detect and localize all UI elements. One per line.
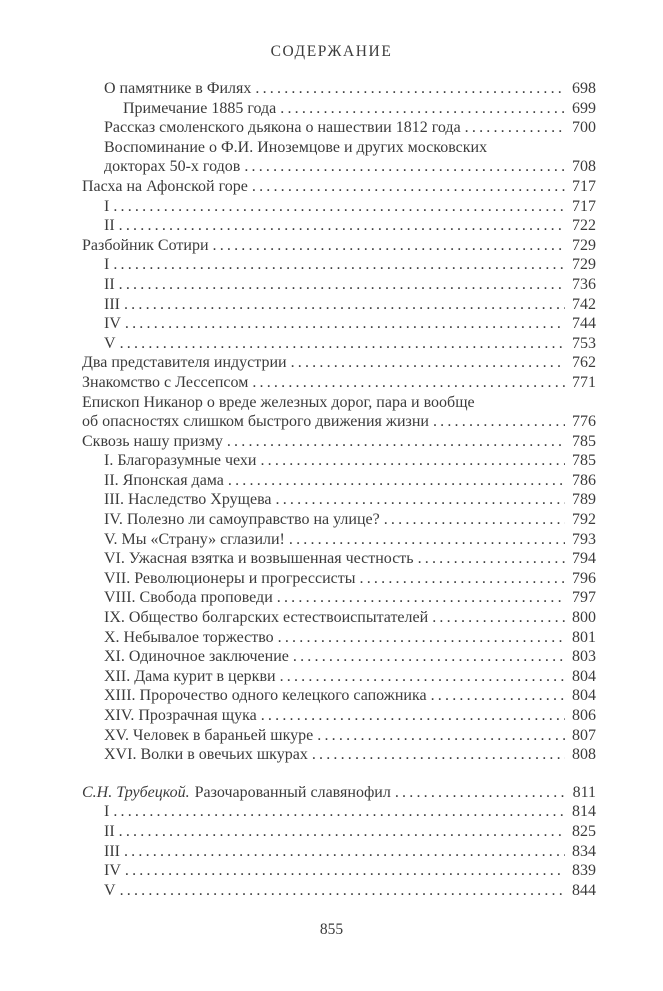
toc-entry-title: V. Мы «Страну» сглазили! [104,530,285,548]
toc-row [82,471,596,491]
toc-entry-page: 785 [572,452,596,470]
toc-entry-title: Примечание 1885 года [123,99,277,117]
toc-entry-title: Два представителя индустрии [82,354,287,372]
toc-entry-page: 762 [572,354,596,372]
toc-row [82,706,596,726]
dot-leader [119,275,565,295]
toc-row [82,255,596,275]
toc-entry-title: II. Японская дама [104,471,224,489]
toc-entry-page: 786 [572,471,596,489]
toc-entry-page: 807 [572,726,596,744]
toc-row [82,99,596,119]
dot-leader [124,295,565,315]
toc-row [82,608,596,628]
toc-entry-page: 839 [572,862,596,880]
toc-entry-title: Знакомство с Лессепсом [82,373,249,391]
toc-entry-title: докторах 50-х годов [104,158,241,176]
toc-row [82,118,596,138]
toc-entry-page: 744 [572,315,596,333]
toc-entry-title: III. Наследство Хрущева [104,491,272,509]
toc-entry-title: IX. Общество болгарских естествоиспытателей [104,609,429,627]
dot-leader [124,842,565,862]
dot-leader [119,822,565,842]
toc-row [82,236,596,256]
toc-entry-title: О памятнике в Филях [104,80,252,97]
toc-entry-title: VII. Революционеры и прогрессисты [104,569,356,587]
toc-entry-title: X. Небывалое торжество [104,628,274,646]
toc-row [82,275,596,295]
toc-row [82,726,596,746]
dot-leader [433,412,565,432]
dot-leader [119,216,565,236]
toc-entry-title: V [104,881,116,899]
dot-leader [432,608,565,628]
toc-title: СОДЕРЖАНИЕ [270,43,393,60]
toc-row [82,373,596,393]
toc-row [82,822,596,842]
dot-leader [113,197,565,217]
dot-leader [261,706,565,726]
toc-entry-title: Воспоминание о Ф.И. Иноземцове и других московских [104,138,488,156]
toc-entry-page: 700 [572,119,596,137]
dot-leader [113,802,565,822]
toc-row [82,647,596,667]
toc-entry-title: Разочарованный славянофил [194,783,391,801]
toc-row [82,393,596,413]
dot-leader [120,334,565,354]
page-number-footer: 855 [319,921,344,938]
dot-leader [293,647,565,667]
dot-leader [280,667,565,687]
dot-leader [317,726,565,746]
toc-entry-page: 776 [572,413,596,431]
toc-entry-page: 797 [572,589,596,607]
dot-leader [465,118,565,138]
toc-entry-title: Сквозь нашу призму [82,432,223,450]
dot-leader [252,373,565,393]
toc-entry-title: II [104,822,115,840]
toc-entry-page: 722 [572,217,596,235]
toc-entry-page: 753 [572,334,596,352]
toc-entry-title: Епископ Никанор о вреде железных дорог, пара и вообще [82,393,475,411]
toc-row [82,530,596,550]
dot-leader [278,628,565,648]
toc-row [82,138,596,158]
toc-row [82,314,596,334]
toc-entry-title: XII. Дама курит в церкви [104,667,276,685]
toc-entry-title: V [104,334,116,352]
toc-entry-title: XI. Одиночное заключение [104,648,289,666]
dot-leader [280,99,565,119]
toc-entry-title: VIII. Свобода проповеди [104,589,273,607]
toc-entry-page: 699 [572,99,596,117]
toc-row [82,686,596,706]
toc-entry-page: 708 [572,158,596,176]
toc-row [82,861,596,881]
toc-entry-page: 771 [572,373,596,391]
toc-entry-title: XV. Человек в бараньей шкуре [104,726,314,744]
dot-leader [125,314,565,334]
dot-leader [260,451,565,471]
dot-leader [418,549,565,569]
toc-entry-page: 742 [572,295,596,313]
toc-entry-page: 796 [572,569,596,587]
toc-entry-title: IV. Полезно ли самоуправство на улице? [104,511,380,529]
toc-entry-title: Рассказ смоленского дьякона о нашествии 1812 года [104,119,461,137]
toc-entry-title: IV [104,862,121,880]
toc-entry-title: IV [104,315,121,333]
dot-leader [431,686,565,706]
toc-row [82,197,596,217]
toc-entry-title: Разбойник Сотири [82,236,209,254]
toc-entry-title: I. Благоразумные чехи [104,452,257,470]
toc-row [82,510,596,530]
toc-entry-title: I [104,803,110,821]
toc-entry-page: 806 [572,707,596,724]
toc-entry-page: 814 [572,803,596,821]
dot-leader [384,510,565,530]
toc-row [82,549,596,569]
toc-entry-page: 844 [572,881,596,899]
toc-row [82,842,596,862]
toc-entry-title: Пасха на Афонской горе [82,177,248,195]
toc-row [82,802,596,822]
toc-entry-page: 736 [572,275,596,293]
toc-entry-title: XIV. Прозрачная щука [104,707,257,724]
dot-leader [255,79,565,99]
toc-row [82,157,596,177]
toc-entry-page: 792 [572,511,596,529]
toc-entry-title: об опасностях слишком быстрого движения жизни [82,413,429,431]
dot-leader [395,783,565,803]
toc-entry-page: 801 [572,628,596,646]
toc-entry-title: II [104,275,115,293]
toc-row [82,177,596,197]
dot-leader [120,881,565,901]
toc-entry-title: I [104,256,110,274]
toc-entry-page: 794 [572,550,596,568]
dot-leader [125,861,565,881]
toc-row [82,569,596,589]
toc-row [82,216,596,236]
toc-entry-title: XVI. Волки в овечьих шкурах [104,746,308,764]
dot-leader [227,432,565,452]
dot-leader [277,588,565,608]
toc-row [82,588,596,608]
toc-row [82,490,596,510]
dot-leader [113,255,565,275]
dot-leader [213,236,566,256]
toc-entry-page: 808 [572,746,596,764]
toc-row [82,881,596,901]
toc-entry-page: 698 [572,80,596,97]
toc-entry-page: 793 [572,530,596,548]
dot-leader [244,157,565,177]
toc-entry-page: 729 [572,236,596,254]
dot-leader [291,353,565,373]
toc-row [82,451,596,471]
dot-leader [312,745,565,765]
toc-entry-title: I [104,197,110,215]
dot-leader [289,530,565,550]
toc-entry-page: 789 [572,491,596,509]
dot-leader [228,471,565,491]
toc-list [82,79,596,900]
toc-row [82,667,596,687]
toc-entry-page: 717 [572,177,596,195]
dot-leader [360,569,565,589]
toc-row [82,745,596,765]
toc-entry-title: XIII. Пророчество одного келецкого сапожника [104,687,427,705]
toc-entry-title: III [104,842,120,860]
toc-row [82,353,596,373]
toc-entry-page: 729 [572,256,596,274]
dot-leader [252,177,565,197]
toc-entry-page: 804 [572,687,596,705]
toc-entry-title: II [104,217,115,235]
toc-row [82,432,596,452]
toc-entry-title: VI. Ужасная взятка и возвышенная честность [104,550,414,568]
toc-row [82,295,596,315]
toc-entry-page: 717 [572,197,596,215]
toc-entry-title: III [104,295,120,313]
toc-entry-page: 804 [572,667,596,685]
dot-leader [276,490,565,510]
toc-row [82,628,596,648]
toc-entry-page: 834 [572,842,596,860]
toc-row [82,334,596,354]
toc-entry-page: 785 [572,432,596,450]
toc-row [82,79,596,99]
toc-entry-page: 800 [572,609,596,627]
toc-entry-page: 803 [572,648,596,666]
toc-entry-page: 811 [572,783,596,801]
toc-entry-page: 825 [572,822,596,840]
toc-row [82,412,596,432]
toc-row [82,783,596,803]
toc-entry-author: С.Н. Трубецкой. [82,783,190,801]
